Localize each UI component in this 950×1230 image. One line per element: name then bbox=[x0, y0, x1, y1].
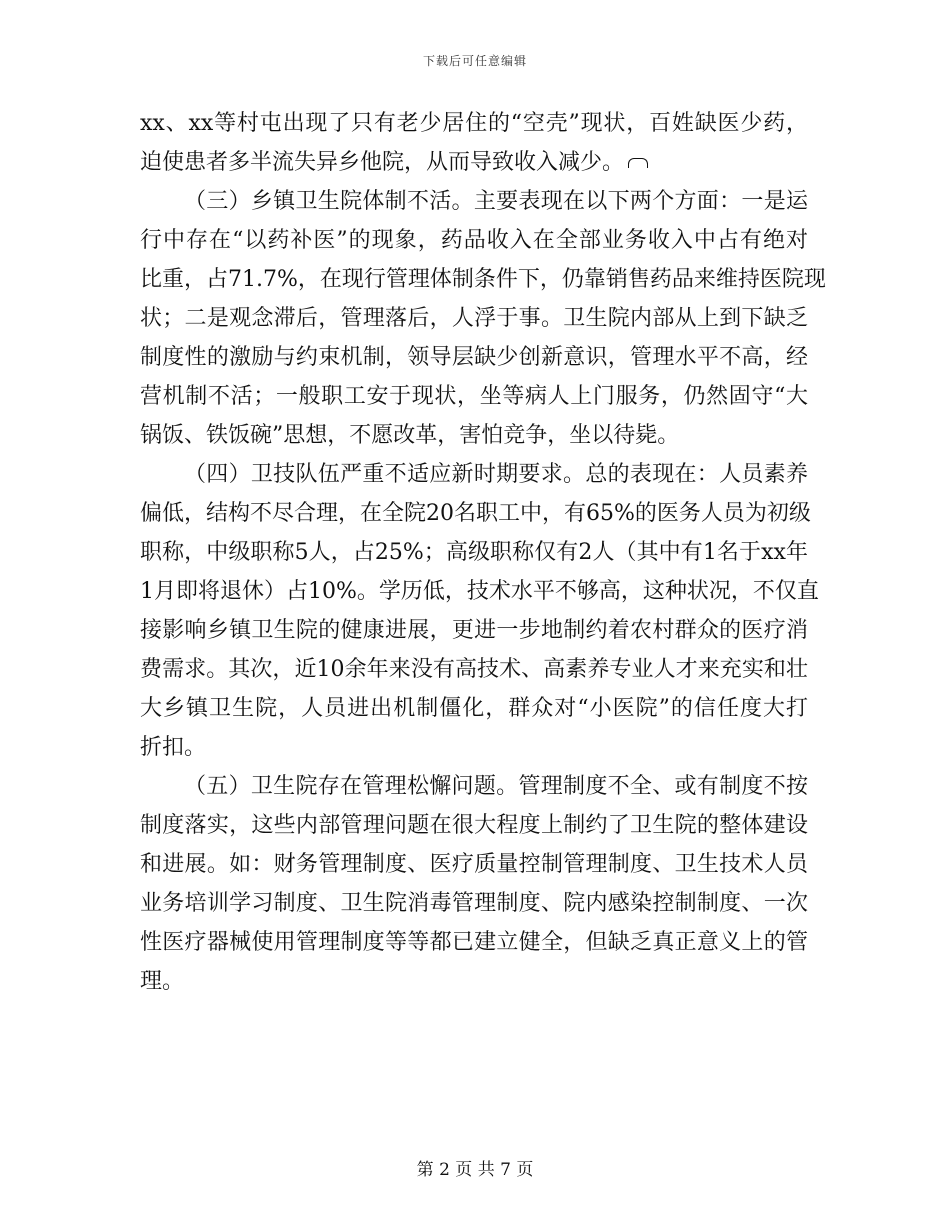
paragraph-line: 职称，中级职称5人，占25%；高级职称仅有2人（其中有1名于xx年 bbox=[140, 540, 808, 565]
paragraph-line: 业务培训学习制度、卫生院消毒管理制度、院内感染控制制度、一次 bbox=[140, 891, 808, 916]
paragraph-line: 大乡镇卫生院，人员进出机制僵化，群众对“小医院”的信任度大打 bbox=[140, 696, 808, 721]
paragraph-line: 行中存在“以药补医”的现象，药品收入在全部业务收入中占有绝对 bbox=[140, 228, 808, 253]
paragraph-line: 锅饭、铁饭碗”思想，不愿改革，害怕竞争，坐以待毙。 bbox=[140, 423, 680, 448]
paragraph-line: 营机制不活；一般职工安于现状，坐等病人上门服务，仍然固守“大 bbox=[140, 384, 808, 409]
paragraph-line: 性医疗器械使用管理制度等等都已建立健全，但缺乏真正意义上的管 bbox=[140, 930, 808, 955]
paragraph-line: 比重，占71.7%，在现行管理体制条件下，仍靠销售药品来维持医院现 bbox=[140, 267, 826, 292]
paragraph-line: 和进展。如：财务管理制度、医疗质量控制管理制度、卫生技术人员 bbox=[140, 852, 808, 877]
paragraph-line: xx、xx等村屯出现了只有老少居住的“空壳”现状，百姓缺医少药， bbox=[140, 111, 808, 136]
paragraph-line: 折扣。 bbox=[140, 735, 207, 760]
paragraph-line: （五）卫生院存在管理松懈问题。管理制度不全、或有制度不按 bbox=[184, 774, 808, 799]
paragraph-line: 1月即将退休）占10%。学历低，技术水平不够高，这种状况，不仅直 bbox=[140, 579, 819, 604]
paragraph-line: 接影响乡镇卫生院的健康进展，更进一步地制约着农村群众的医疗消 bbox=[140, 618, 808, 643]
document-body bbox=[140, 104, 826, 1001]
paragraph-line: （四）卫技队伍严重不适应新时期要求。总的表现在：人员素养 bbox=[184, 462, 808, 487]
page-number: 第 2 页 共 7 页 bbox=[416, 1160, 534, 1180]
paragraph-section-3 bbox=[140, 182, 826, 455]
edit-mark-icon bbox=[628, 158, 648, 168]
paragraph-line: 制度落实，这些内部管理问题在很大程度上制约了卫生院的整体建设 bbox=[140, 813, 808, 838]
paragraph-line: 制度性的激励与约束机制，领导层缺少创新意识，管理水平不高，经 bbox=[140, 345, 808, 370]
paragraph-line: （三）乡镇卫生院体制不活。主要表现在以下两个方面：一是运 bbox=[184, 189, 808, 214]
paragraph-section-5 bbox=[140, 767, 808, 1001]
page-header: 下载后可任意编辑 bbox=[422, 54, 527, 68]
paragraph-line: 迫使患者多半流失异乡他院，从而导致收入减少。 bbox=[140, 143, 808, 182]
paragraph-line: 理。 bbox=[140, 969, 185, 994]
paragraph-line: 状；二是观念滞后，管理落后，人浮于事。卫生院内部从上到下缺乏 bbox=[140, 306, 808, 331]
paragraph-section-4 bbox=[140, 455, 819, 767]
paragraph-line: 偏低，结构不尽合理，在全院20名职工中，有65%的医务人员为初级 bbox=[140, 501, 811, 526]
paragraph-continuation bbox=[140, 104, 808, 182]
paragraph-line: 费需求。其次，近10余年来没有高技术、高素养专业人才来充实和壮 bbox=[140, 657, 808, 682]
